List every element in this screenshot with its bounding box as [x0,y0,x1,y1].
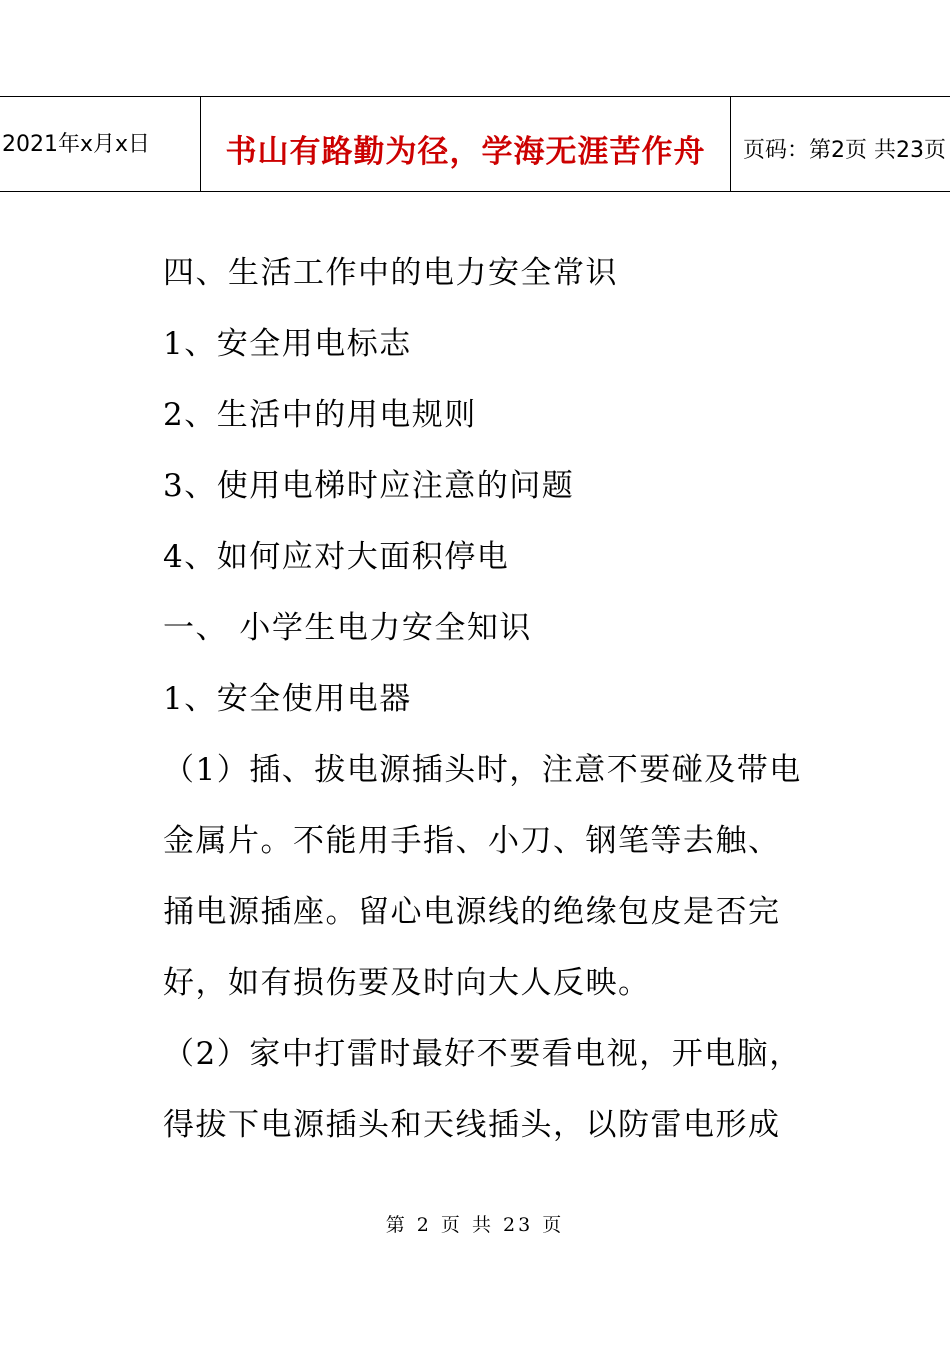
list-item: 1、安全用电标志 [163,326,412,362]
paragraph-line: 得拔下电源插头和天线插头，以防雷电形成 [163,1107,781,1143]
paragraph-line: （1）插、拔电源插头时，注意不要碰及带电 [163,752,802,788]
paragraph-line: 捅电源插座。留心电源线的绝缘包皮是否完 [163,894,781,930]
paragraph-line: 好，如有损伤要及时向大人反映。 [163,965,651,1001]
header-page-code: 页码：第2页 共23页 [743,137,946,163]
page-footer: 第 2 页 共 23 页 [385,1214,565,1236]
list-item: 4、如何应对大面积停电 [163,539,510,575]
header-date: 2021年x月x日 [2,132,151,157]
section-heading-4: 四、生活工作中的电力安全常识 [163,255,618,291]
paragraph-line: （2）家中打雷时最好不要看电视，开电脑， [163,1036,802,1072]
section-heading-1: 一、 小学生电力安全知识 [163,610,532,646]
subsection-heading: 1、安全使用电器 [163,681,412,717]
list-item: 2、生活中的用电规则 [163,397,477,433]
page-header [0,96,950,192]
header-motto: 书山有路勤为径，学海无涯苦作舟 [200,97,731,191]
list-item: 3、使用电梯时应注意的问题 [163,468,575,504]
document-body [163,248,803,1171]
paragraph-line: 金属片。不能用手指、小刀、钢笔等去触、 [163,823,781,859]
